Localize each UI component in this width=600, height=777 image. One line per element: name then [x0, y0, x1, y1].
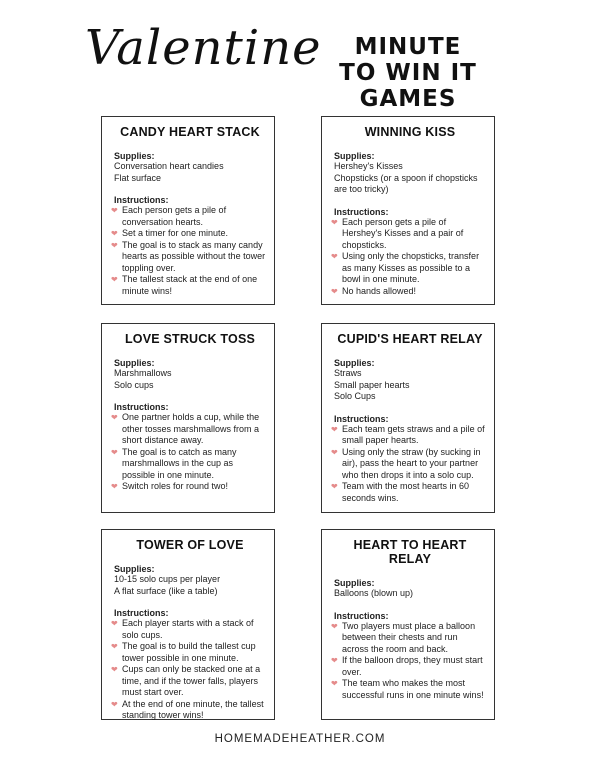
- card-title: CANDY HEART STACK: [120, 125, 260, 139]
- instructions-list: [111, 412, 266, 493]
- game-card-cupids-heart-relay: [321, 323, 495, 513]
- supply-item: Flat surface: [114, 172, 162, 183]
- supply-item: Small paper hearts: [334, 379, 410, 390]
- heart-icon: ❤: [111, 619, 118, 628]
- heart-icon: ❤: [111, 482, 118, 491]
- supply-item: Chopsticks (or a spoon if chopsticks are too tricky): [334, 172, 478, 194]
- game-card-tower-of-love: [101, 529, 275, 720]
- heart-icon: ❤: [331, 679, 338, 688]
- heart-icon: ❤: [111, 240, 118, 250]
- list-item: ❤ If the balloon drops, they must start over.: [331, 655, 483, 677]
- script-title: Valentine: [85, 20, 322, 76]
- heart-icon: ❤: [111, 206, 118, 215]
- instructions-list: [331, 620, 486, 702]
- heart-icon: ❤: [331, 286, 338, 296]
- instructions-label: Instructions:: [114, 195, 169, 205]
- heart-icon: ❤: [111, 665, 118, 674]
- list-item: ❤ Using only the chopsticks, transfer as many Kisses as possible to a bowl in one minute.: [331, 251, 480, 284]
- supplies-label: Supplies:: [334, 358, 375, 368]
- supply-item: A flat surface (like a table): [114, 585, 218, 596]
- list-item: ❤ At the end of one minute, the tallest standing tower wins!: [111, 698, 264, 720]
- supply-item: Hershey's Kisses: [334, 161, 403, 171]
- instructions-label: Instructions:: [334, 206, 389, 217]
- block-title-line: TO WIN IT: [339, 60, 477, 86]
- supply-item: Straws: [334, 368, 362, 378]
- supply-item: Balloons (blown up): [334, 588, 414, 598]
- supply-item: Solo Cups: [334, 391, 376, 401]
- heart-icon: ❤: [111, 699, 118, 709]
- footer-site: HOMEMADEHEATHER.COM: [214, 733, 386, 745]
- supply-item: Conversation heart candies: [114, 161, 224, 171]
- list-item: ❤ The tallest stack at the end of one minute wins!: [111, 274, 258, 296]
- heart-icon: ❤: [331, 424, 338, 434]
- block-title: [318, 34, 498, 112]
- supply-item: Marshmallows: [114, 368, 172, 378]
- card-title: HEART TO HEART RELAY: [353, 538, 467, 566]
- list-item: ❤ The goal is to build the tallest cup tower possible in one minute.: [111, 641, 256, 663]
- supply-item: 10-15 solo cups per player: [114, 574, 221, 584]
- heart-icon: ❤: [111, 275, 118, 284]
- block-title-line: MINUTE: [354, 34, 462, 60]
- instructions-list: [331, 423, 486, 505]
- instructions-list: [331, 216, 486, 298]
- list-item: ❤ Team with the most hearts in 60 seconds wins.: [331, 481, 470, 503]
- heart-icon: ❤: [111, 642, 118, 651]
- list-item: ❤ Each team gets straws and a pile of small paper hearts.: [331, 423, 485, 445]
- list-item: ❤ Two players must place a balloon between their chests and run across the room and back.: [331, 620, 476, 654]
- heart-icon: ❤: [331, 252, 338, 261]
- instructions-label: Instructions:: [334, 610, 389, 621]
- list-item: ❤ Each person gets a pile of conversation hearts.: [111, 205, 227, 227]
- supplies-label: Supplies:: [334, 151, 375, 161]
- instructions-label: Instructions:: [114, 608, 169, 618]
- list-item: ❤ Each player starts with a stack of solo cups.: [111, 618, 254, 640]
- list-item: ❤ Set a timer for one minute.: [111, 228, 229, 238]
- list-item: ❤ Using only the straw (by sucking in air), pass the heart to your partner who then drops it into a solo cup.: [331, 446, 481, 480]
- list-item: ❤ Switch roles for round two!: [111, 481, 229, 491]
- supplies-label: Supplies:: [114, 151, 155, 161]
- heart-icon: ❤: [331, 656, 338, 665]
- supplies-label: Supplies:: [114, 564, 155, 574]
- instructions-label: Instructions:: [334, 413, 389, 424]
- game-card-love-struck-toss: [101, 323, 275, 513]
- block-title-line: GAMES: [359, 86, 457, 112]
- heart-icon: ❤: [111, 229, 118, 238]
- list-item: ❤ The goal is to catch as many marshmallows in the cup as possible in one minute.: [111, 446, 237, 480]
- heart-icon: ❤: [331, 482, 338, 491]
- heart-icon: ❤: [111, 413, 118, 422]
- list-item: ❤ The team who makes the most successful runs in one minute wins!: [331, 678, 484, 700]
- supply-item: Solo cups: [114, 379, 154, 390]
- card-title: WINNING KISS: [364, 125, 456, 139]
- instructions-list: [111, 618, 266, 722]
- list-item: ❤ Each person gets a pile of Hershey's Kisses and a pair of chopsticks.: [331, 216, 464, 250]
- card-title: LOVE STRUCK TOSS: [124, 332, 256, 346]
- game-card-heart-to-heart-relay: [321, 529, 495, 720]
- instructions-list: [111, 205, 266, 297]
- supplies-label: Supplies:: [114, 358, 155, 368]
- card-title: TOWER OF LOVE: [136, 538, 244, 552]
- heart-icon: ❤: [331, 217, 338, 227]
- heart-icon: ❤: [331, 621, 338, 631]
- list-item: ❤ Cups can only be stacked one at a time, and if the tower falls, players must start over.: [111, 664, 261, 697]
- heart-icon: ❤: [111, 447, 118, 457]
- heart-icon: ❤: [331, 447, 338, 457]
- list-item: ❤ The goal is to stack as many candy hearts as possible without the tower toppling over.: [111, 239, 266, 273]
- list-item: ❤ No hands allowed!: [331, 285, 417, 296]
- supplies-label: Supplies:: [334, 578, 375, 588]
- list-item: ❤ One partner holds a cup, while the other tosses marshmallows from a short distance away.: [111, 412, 260, 445]
- game-card-candy-heart-stack: [101, 116, 275, 305]
- card-title: CUPID'S HEART RELAY: [337, 332, 483, 346]
- instructions-label: Instructions:: [114, 402, 169, 412]
- game-card-winning-kiss: [321, 116, 495, 305]
